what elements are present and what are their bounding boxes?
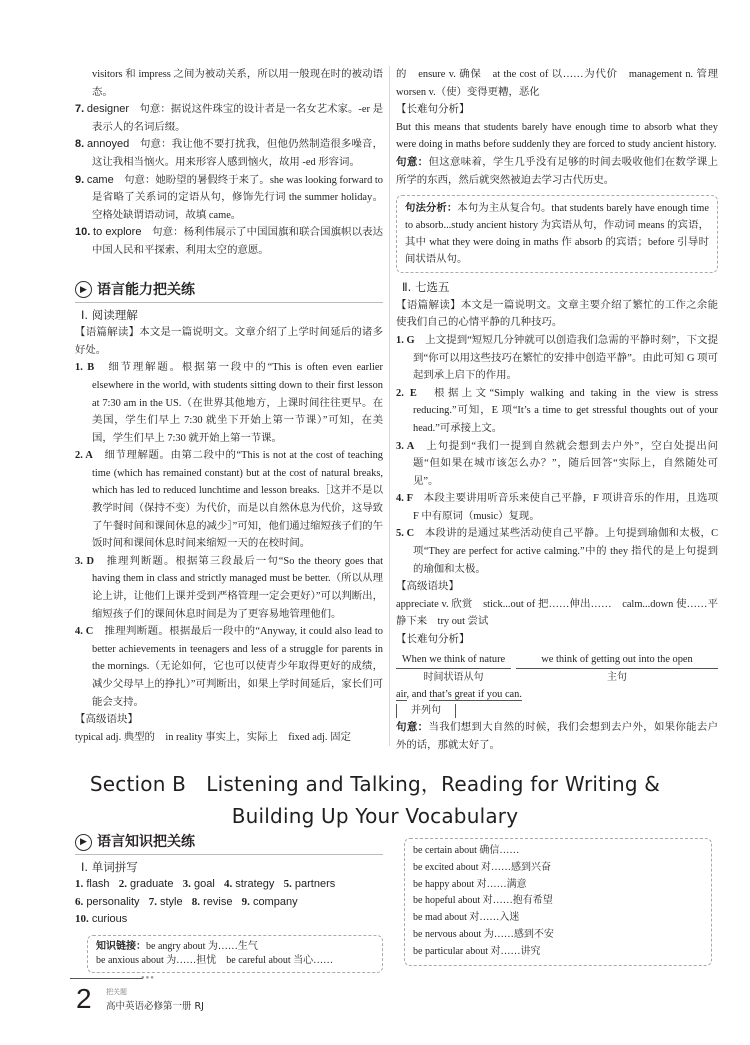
chunks-heading-2: 【高级语块】 <box>396 580 459 593</box>
word-answers: 1. flash 2. graduate 3. goal 4. strategy 5. partners 6. personality 7. style 8. revise 9. company 10. curious <box>75 878 336 925</box>
answer-1: 1. B 细节理解题。根据第一段中的“This is often even earlier elsewhere in the world, with students sitting down to their first lesson at 7:30 am in the US.（在世界其他地方，上课时间往往更早。在美国，学生们早上 7:30 就坐下开始上第一节课）”可知，在美国，学生们早上 7:30 就开始上第一节课。 <box>75 362 383 444</box>
answer-r1: 1. G 上文提到“短短几分钟就可以创造我们急需的平静时刻”，下文提到“你可以用这些技巧在繁忙的安排中创造平静”。由此可知 G 项可起到承上启下的作用。 <box>396 334 718 382</box>
series-name: 把关题 <box>106 988 127 996</box>
chunks-heading: 【高级语块】 <box>75 713 138 726</box>
left-column <box>75 66 383 746</box>
parallel-label: 并列句 <box>396 704 456 718</box>
section-b-title: Section B Listening and Talking，Reading for Writing & Building Up Your Vocabulary <box>89 772 661 828</box>
footer-dots: ●●● <box>141 975 155 981</box>
long-sentence-heading-2: 【长难句分析】 <box>396 633 470 646</box>
phrase-item: be nervous about 为……感到不安 <box>413 928 554 940</box>
reading-intro-2: 【语篇解读】本文是一篇说明文。文章主要介绍了繁忙的工作之余能使我们自己的心情平静的几种技巧。 <box>396 298 719 329</box>
long-sentence: But this means that students barely have enough time to absorb what they were doing in maths before suddenly they are forced to study ancient history. <box>396 121 718 151</box>
sentence-analysis-line2: air, and that’s great if you can. <box>396 688 522 700</box>
meaning: 句意：但这意味着，学生几乎没有足够的时间去吸收他们在数学课上所学的东西，然后就突然被迫去学习古代历史。 <box>396 155 718 186</box>
long-sentence-heading: 【长难句分析】 <box>396 103 470 116</box>
answer-r4: 4. F 本段主要讲用听音乐来使自己平静，F 项讲音乐的作用，且选项 F 中有原词（music）复现。 <box>396 493 718 522</box>
phrase-item: be certain about 确信…… <box>413 845 520 856</box>
column-divider <box>389 66 390 746</box>
subsection-title: Ⅰ. 阅读理解 <box>81 307 138 322</box>
book-title: 高中英语必修第一册 RJ <box>106 1001 204 1012</box>
syntax-box: 句法分析：本句为主从复合句。that students barely have enough time to absorb...study ancient history 为宾语从句，作动词 means 的宾语，其中 what they were doing in maths 作 absorb 的宾语；before 引导时间状语从句。 <box>396 195 718 273</box>
chunks-text-2: appreciate v. 欣赏 stick...out of 把……伸出…… calm...down 使……平静下来 try out 尝试 <box>396 598 718 628</box>
answer-item-8: 8. annoyed 句意：我让他不要打扰我，但他仍然制造很多噪音，这让我相当恼火。用来形容人感到恼火，故用 -ed 形容词。 <box>75 138 384 168</box>
answer-3: 3. D 推理判断题。根据第三段最后一句“So the theory goes that having them in class and strictly managed must be better.（所以从理论上讲，让他们上课并受到严格管理一定会更好）”可以判断出，缩短孩子们的课间休息时间是为了更容易地管理他们。 <box>75 555 384 620</box>
reading-intro: 【语篇解读】本文是一篇说明文。文章介绍了上学时间延后的诸多好处。 <box>75 326 384 356</box>
answer-item-10: 10. to explore 句意：杨利伟展示了中国国旗和联合国旗帜以表达中国人民和平探索、利用太空的意愿。 <box>75 226 384 256</box>
phrase-item: be particular about 对……讲究 <box>413 945 541 957</box>
subsection-title-spelling: Ⅰ. 单词拼写 <box>81 860 138 874</box>
section-header-ability: ▶ 语言能力把关练 <box>75 280 383 303</box>
phrase-item: be hopeful about 对……抱有希望 <box>413 895 553 907</box>
answer-r3: 3. A 上句提到“我们一提到自然就会想到去户外”，空白处提出问题“但如果在城市该怎么办？”，随后回答“实际上，自然随处可见”。 <box>396 440 718 487</box>
page-number: 2 <box>76 983 92 1014</box>
play-circle-icon: ▶ <box>75 281 92 298</box>
phrase-item: be excited about 对……感到兴奋 <box>413 861 552 873</box>
phrase-item: be mad about 对……入迷 <box>413 912 520 924</box>
answer-2: 2. A 细节理解题。由第二段中的“This is not at the cost of teaching time (which has remained constant) but at the cost of natural breaks, which has led to reduced lunchtime and lesson breaks.［这并不是以教学时间（保持不变）为代价，而是以自然休息为代价，这导致了午餐时间和课间休息的减少］”可知，他们通过缩短孩子们的午饭时间和课间休息时间来缩短一天的在校时间。 <box>75 450 384 550</box>
answer-4: 4. C 推理判断题。根据最后一段中的“Anyway, it could also lead to better achievements in teenagers and less of a struggle for parents in the mornings.（无论如何，它也可以使青少年取得更好的成绩，减少父母早上的挣扎）”可判断出，如果上学时间延后，家长们可能会支持。 <box>75 626 384 708</box>
sentence-analysis: When we think of nature 时间状语从句 we think of getting out into the open 主句 <box>396 651 718 687</box>
phrase-list-box <box>404 838 712 966</box>
vocabulary-section <box>75 832 383 979</box>
footer-rule <box>70 978 143 979</box>
answer-r2: 2. E 根据上文“Simply walking and taking in the view is stress reducing.”可知，E 项“It’s a time to get stressful thoughts out of your head.”可承接上文。 <box>396 387 718 434</box>
chunks-text: typical adj. 典型的 in reality 事实上，实际上 fixed adj. 固定 <box>75 731 351 743</box>
answer-item-9: 9. came 句意：她盼望的暑假终于来了。she was looking forward to 是省略了关系词的定语从句，修饰先行词 the summer holiday。空格处缺谓语动词，故填 came。 <box>75 173 383 221</box>
phrase-item: be happy about 对……满意 <box>413 878 527 890</box>
answer-item-7: 7. designer 句意：据说这件珠宝的设计者是一名女艺术家。-er 是表示人的名词后缀。 <box>75 103 383 133</box>
subsection-title-2: Ⅱ. 七选五 <box>402 280 450 295</box>
right-column <box>396 66 729 755</box>
chunks-continued: 的 ensure v. 确保 at the cost of 以……为代价 management n. 管理 worsen v.（使）变得更糟，恶化 <box>396 69 729 98</box>
section-header-knowledge: ▶ 语言知识把关练 <box>75 832 383 855</box>
answer-r5: 5. C 本段讲的是通过某些活动使自己平静。上句提到瑜伽和太极，C 项“They are perfect for active calming.”中的 they 指代的是上句提到的瑜伽和太极。 <box>396 528 718 575</box>
knowledge-link-box: 知识链接：be angry about 为……生气 be anxious about 为……担忧 be careful about 当心…… <box>87 935 383 973</box>
meaning-2: 句意：当我们想到大自然的时候，我们会想到去户外，如果你能去户外的话，那就太好了。 <box>396 721 718 751</box>
play-circle-icon: ▶ <box>75 834 92 851</box>
intro-text: visitors 和 impress 之间为被动关系，所以用一般现在时的被动语态。 <box>92 69 383 98</box>
